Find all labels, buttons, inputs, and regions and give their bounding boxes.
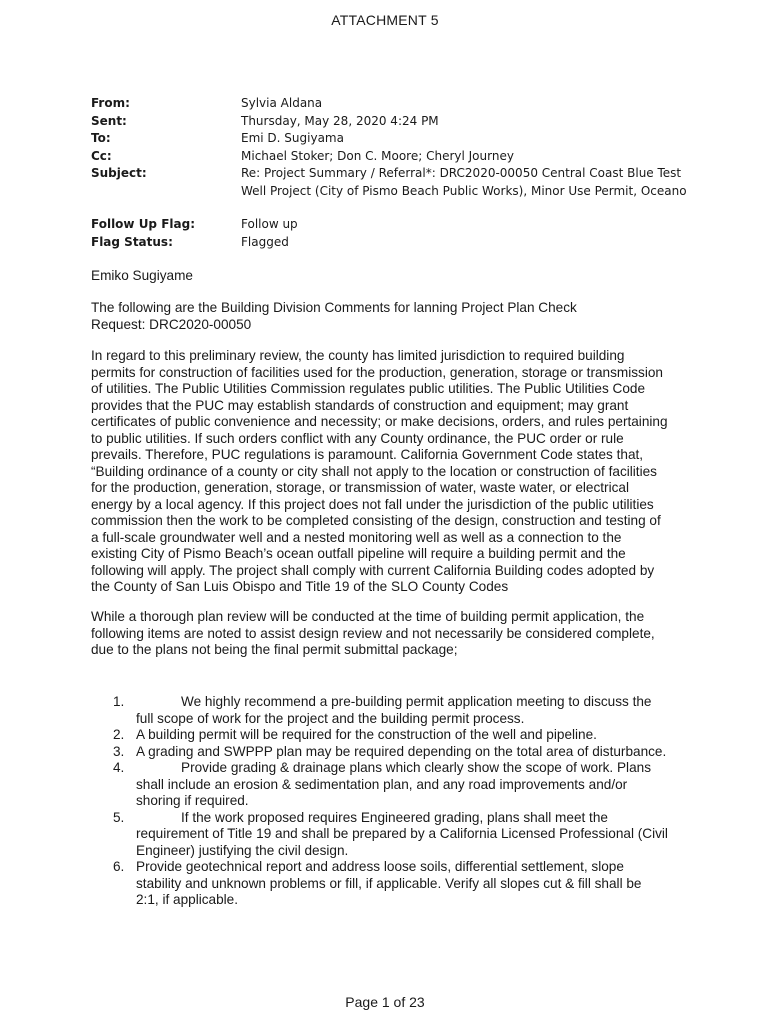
list-item-number: 4. [113,760,125,775]
flag-status-row [91,234,691,252]
cc-value: Michael Stoker; Don C. Moore; Cheryl Journey [241,148,514,163]
paragraph-line: following items are noted to assist design review and not necessarily be considered complete, [91,625,655,641]
list-item-text: requirement of Title 19 and shall be prepared by a California Licensed Professional (Civil [136,826,668,841]
list-item-text: Provide geotechnical report and address loose soils, differential settlement, slope [136,859,624,874]
list-item [91,744,686,761]
list-item [91,760,686,810]
follow-up-flag-row [91,216,691,234]
list-item-line [136,793,686,810]
intro [91,300,691,333]
list-item-text: Provide grading & drainage plans which clearly show the scope of work. Plans [181,760,651,775]
intro-line-2: Request: DRC2020-00050 [91,316,252,332]
list-item-text: shall include an erosion & sedimentation plan, and any road improvements and/or [136,776,628,792]
list-item-text: A building permit will be required for the construction of the well and pipeline. [136,727,597,742]
list-item-line [136,694,686,711]
list-item-line [136,777,686,794]
list-item-text: stability and unknown problems or fill, if applicable. Verify all slopes cut & fill shall be [136,875,642,891]
list-item-line [136,859,686,876]
list-item-line [136,744,686,761]
page-footer: Page 1 of 23 [345,994,425,1010]
greeting: Emiko Sugiyame [91,268,193,283]
from-row [91,95,691,113]
attachment-title: ATTACHMENT 5 [331,12,439,28]
list-item-line [136,810,686,827]
subject-row [91,165,691,200]
paragraph-line: of utilities. The Public Utilities Commission regulates public utilities. The Public Utilities Code [91,381,646,396]
sent-label: Sent: [91,113,127,128]
list-item-number: 3. [113,743,125,759]
list-item-number: 1. [113,694,125,709]
paragraph-line: permits for construction of facilities used for the production, generation, storage or transmission [91,364,663,380]
list-item-text: A grading and SWPPP plan may be required depending on the total area of disturbance. [136,743,667,759]
paragraph-line: for the production, generation, storage, or transmission of water, waste water, or electrical [91,480,629,495]
subject-value [241,165,691,200]
list-item-line [136,876,686,893]
sent-row [91,113,691,131]
list-item-line [136,760,686,777]
paragraph-line: “Building ordinance of a county or city shall not apply to the location or construction of facilities [91,463,657,479]
paragraph-line: In regard to this preliminary review, the county has limited jurisdiction to required building [91,348,625,363]
paragraph-line: commission then the work to be completed consisting of the design, construction and testing of [91,513,661,528]
from-label: From: [91,96,130,110]
list-item-line [136,843,686,860]
list-item [91,694,686,727]
sent-value: Thursday, May 28, 2020 4:24 PM [241,113,439,128]
list-item-text: full scope of work for the project and the building permit process. [136,710,525,726]
list-item-number: 5. [113,809,125,825]
follow-up-flag-value: Follow up [241,217,298,231]
paragraph-line: While a thorough plan review will be conducted at the time of building permit application, the [91,609,645,624]
intro-line-1: The following are the Building Division Comments for lanning Project Plan Check [91,300,577,315]
paragraph-jurisdiction [91,348,691,596]
paragraph-line: a full-scale groundwater well and a nested monitoring well as well as a connection to the [91,529,622,545]
list-item [91,727,686,744]
paragraph-line: energy by a local agency. If this project does not fall under the jurisdiction of the public utilities [91,496,654,512]
comment-list [91,694,686,909]
subject-line-1: Re: Project Summary / Referral*: DRC2020-00050 Central Coast Blue Test [241,166,682,180]
list-item [91,810,686,860]
subject-line-2: Well Project (City of Pismo Beach Public Works), Minor Use Permit, Oceano [241,183,687,198]
subject-label: Subject: [91,166,147,180]
list-item-line [136,892,686,909]
to-value: Emi D. Sugiyama [241,131,344,145]
list-item-line [136,711,686,728]
to-label: To: [91,131,111,145]
follow-up-flag-label: Follow Up Flag: [91,217,195,231]
paragraph-line: following will apply. The project shall comply with current California Building codes adopted by [91,562,655,578]
paragraph-line: to public utilities. If such orders conflict with any County ordinance, the PUC order or rule [91,430,624,446]
paragraph-line: prevails. Therefore, PUC regulations is paramount. California Government Code states that, [91,447,644,462]
from-value: Sylvia Aldana [241,96,323,110]
list-item [91,859,686,909]
paragraph-plan-review [91,609,691,659]
list-item-line [136,727,686,744]
list-item-number: 2. [113,727,125,742]
paragraph-line: provides that the PUC may establish standards of construction and equipment; may grant [91,397,629,413]
list-item-line [136,826,686,843]
paragraph-line: certificates of public convenience and necessity; or make decisions, orders, and rules pertaining [91,414,668,429]
email-header [91,95,691,200]
list-item-text: Engineer) justifying the civil design. [136,842,349,858]
list-item-text: We highly recommend a pre-building permit application meeting to discuss the [181,694,652,709]
flag-status-value: Flagged [241,234,289,249]
list-item-text: shoring if required. [136,793,249,808]
list-item-text: If the work proposed requires Engineered grading, plans shall meet the [181,809,608,825]
cc-label: Cc: [91,148,112,163]
paragraph-line: the County of San Luis Obispo and Title 19 of the SLO County Codes [91,579,509,594]
flag-status-label: Flag Status: [91,234,173,249]
list-item-text: 2:1, if applicable. [136,892,239,907]
paragraph-line: existing City of Pismo Beach’s ocean outfall pipeline will require a building permit and the [91,546,626,561]
to-row [91,130,691,148]
list-item-number: 6. [113,859,125,874]
flag-info [91,216,691,251]
cc-row [91,148,691,166]
paragraph-line: due to the plans not being the final permit submittal package; [91,642,458,657]
